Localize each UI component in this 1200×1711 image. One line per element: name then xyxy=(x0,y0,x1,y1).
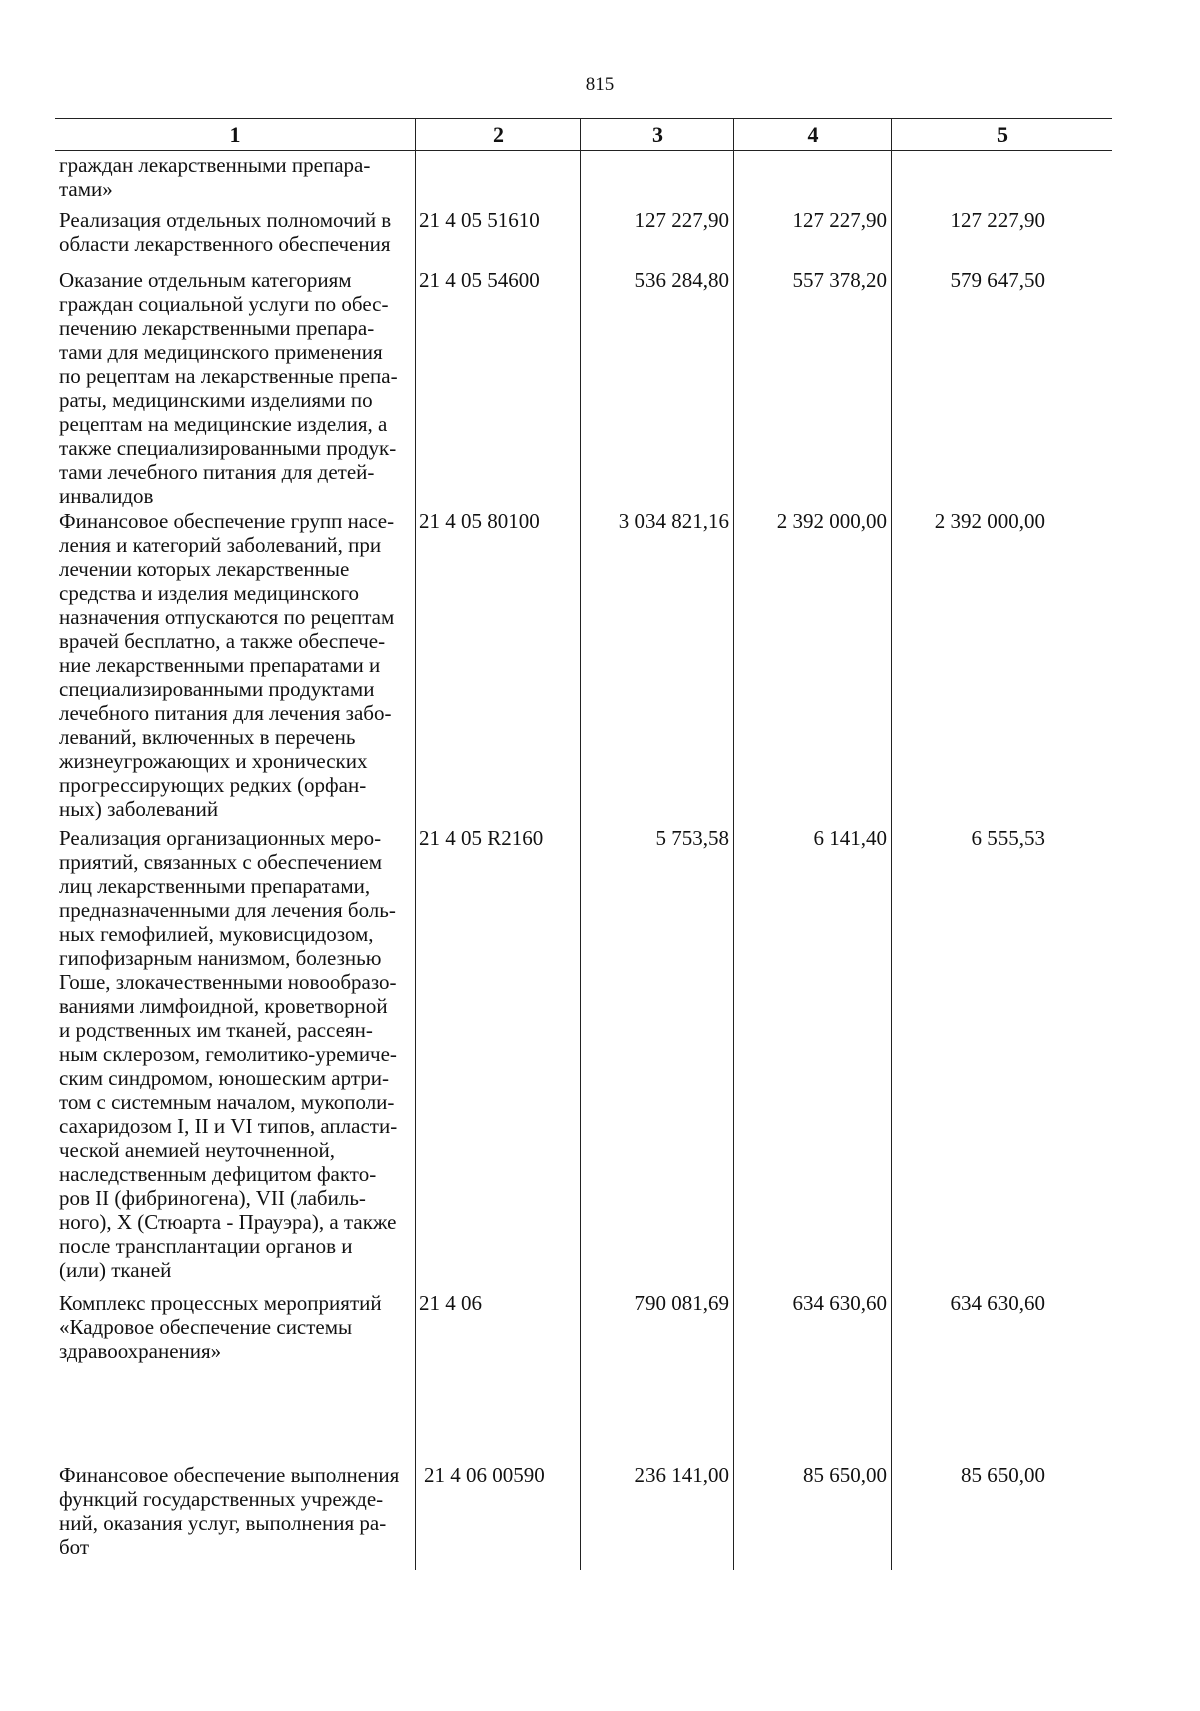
budget-table xyxy=(55,118,1112,1570)
column-header: 5 xyxy=(997,122,1008,147)
row-name: Финансовое обеспечение выполнения функций государственных учрежде- ний, оказания услуг, выполнения ра- бот xyxy=(59,1463,400,1559)
row-code: 21 4 05 R2160 xyxy=(419,826,544,850)
row-value-col3: 3 034 821,16 xyxy=(618,509,729,533)
header-bottom-rule xyxy=(55,150,1112,151)
column-divider xyxy=(733,118,734,1570)
column-header: 2 xyxy=(493,122,504,147)
row-value-col3: 536 284,80 xyxy=(634,268,729,292)
column-divider xyxy=(891,118,892,1570)
row-value-col3: 127 227,90 xyxy=(634,208,729,232)
row-value-col4: 85 650,00 xyxy=(803,1463,887,1487)
row-value-col5: 2 392 000,00 xyxy=(934,509,1045,533)
row-value-col3: 236 141,00 xyxy=(634,1463,729,1487)
row-value-col4: 6 141,40 xyxy=(813,826,887,850)
row-value-col5: 127 227,90 xyxy=(950,208,1045,232)
table-top-rule xyxy=(55,118,1112,119)
row-value-col3: 790 081,69 xyxy=(634,1291,729,1315)
row-value-col5: 6 555,53 xyxy=(971,826,1045,850)
column-divider xyxy=(580,118,581,1570)
row-name: Реализация организационных меро- приятий, связанных с обеспечением лиц лекарственными препаратами, предназначенными для лечения боль- ных гемофилией, муковисцидозом, гипофизарным нанизмом, болезнью Гоше, злокачественными новообразо- ваниями лимфоидной, кроветворной и родственных им тканей, рассеян- ным склерозом, гемолитико-уремиче- ским синдромом, юношеским артри- том с системным началом, мукополи- сахаридозом I, II и VI типов, апласти- ческой анемией неуточненной, наследственным дефицитом факто- ров II (фибриногена), VII (лабиль- ного), X (Стюарта - Прауэра), а также после трансплантации органов и (или) тканей xyxy=(59,826,398,1282)
row-code: 21 4 06 00590 xyxy=(424,1463,545,1487)
row-name: Реализация отдельных полномочий в области лекарственного обеспечения xyxy=(59,208,392,256)
row-value-col4: 557 378,20 xyxy=(792,268,887,292)
row-code: 21 4 06 xyxy=(419,1291,482,1315)
row-code: 21 4 05 80100 xyxy=(419,509,540,533)
column-header: 1 xyxy=(229,122,241,147)
row-name: Финансовое обеспечение групп насе- ления и категорий заболеваний, при лечении которых лекарственные средства и изделия медицинского назначения отпускаются по рецептам врачей бесплатно, а также обеспече- ние лекарственными препаратами и специализированными продуктами лечебного питания для лечения забо- леваний, включенных в перечень жизнеугрожающих и хронических прогрессирующих редких (орфан- ных) заболеваний xyxy=(59,509,395,821)
row-value-col4: 127 227,90 xyxy=(792,208,887,232)
row-value-col4: 634 630,60 xyxy=(792,1291,887,1315)
row-name: Комплекс процессных мероприятий «Кадровое обеспечение системы здравоохранения» xyxy=(59,1291,382,1363)
row-value-col5: 579 647,50 xyxy=(950,268,1045,292)
row-value-col5: 634 630,60 xyxy=(950,1291,1045,1315)
column-divider xyxy=(415,118,416,1570)
row-name: Оказание отдельным категориям граждан социальной услуги по обес- печению лекарственными препара- тами для медицинского применения по рецептам на лекарственные препа- раты, медицинскими изделиями по рецептам на медицинские изделия, а также специализированными продук- тами лечебного питания для детей- инвалидов xyxy=(59,268,398,508)
row-value-col5: 85 650,00 xyxy=(961,1463,1045,1487)
row-code: 21 4 05 54600 xyxy=(419,268,540,292)
row-value-col3: 5 753,58 xyxy=(655,826,729,850)
column-header: 4 xyxy=(807,122,819,147)
column-header: 3 xyxy=(652,122,663,147)
row-value-col4: 2 392 000,00 xyxy=(776,509,887,533)
row-code: 21 4 05 51610 xyxy=(419,208,540,232)
page-number: 815 xyxy=(585,74,615,95)
row-name: граждан лекарственными препара- тами» xyxy=(59,153,371,201)
